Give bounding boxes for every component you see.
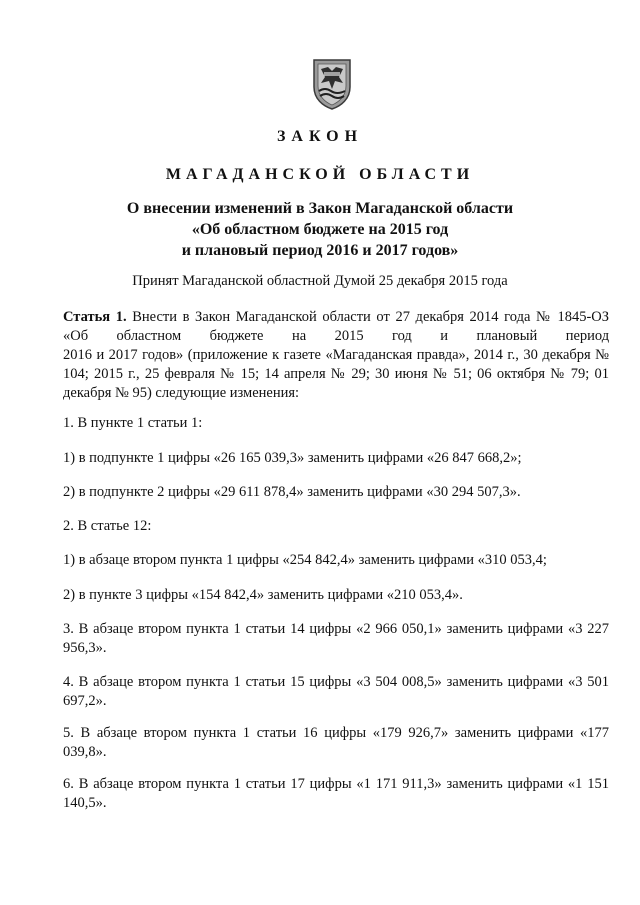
list-item: 2. В статье 12: <box>63 518 152 534</box>
list-item: 1. В пункте 1 статьи 1: <box>63 415 203 431</box>
coat-of-arms-icon <box>311 57 353 111</box>
region-heading: МАГАДАНСКОЙ ОБЛАСТИ <box>165 166 475 183</box>
article-intro-line: «Об областном бюджете на 2015 год и плановый период <box>63 328 610 344</box>
article-intro-rest: 2016 и 2017 годов» (приложение к газете «Магаданская правда», 2014 г., 30 декабря № 104; 2015 г., 25 февраля № 15; 14 апреля № 29; 30 июня № 51; 06 октября № 79; 01 декабря № 95) следующие изменения: <box>63 347 609 401</box>
article-intro-text: Внести в Закон Магаданской области от 27 декабря 2014 года № 1845-ОЗ <box>132 309 610 325</box>
title-line: О внесении изменений в Закон Магаданской области <box>126 200 514 217</box>
list-item: 2) в пункте 3 цифры «154 842,4» заменить цифрами «210 053,4». <box>63 587 463 603</box>
adoption-line: Принят Магаданской областной Думой 25 декабря 2015 года <box>132 273 508 289</box>
list-item: 1) в абзаце втором пункта 1 цифры «254 842,4» заменить цифрами «310 053,4; <box>63 552 547 568</box>
list-item: 5. В абзаце втором пункта 1 статьи 16 цифры «179 926,7» заменить цифрами «177 039,8». <box>63 725 609 760</box>
article-intro-line <box>63 308 609 327</box>
list-item: 3. В абзаце втором пункта 1 статьи 14 цифры «2 966 050,1» заменить цифрами «3 227 956,3». <box>63 621 609 656</box>
article-label: Статья 1. <box>63 309 127 325</box>
list-item: 1) в подпункте 1 цифры «26 165 039,3» заменить цифрами «26 847 668,2»; <box>63 450 522 466</box>
list-item: 6. В абзаце втором пункта 1 статьи 17 цифры «1 171 911,3» заменить цифрами «1 151 140,5». <box>63 776 609 811</box>
list-item: 2) в подпункте 2 цифры «29 611 878,4» заменить цифрами «30 294 507,3». <box>63 484 521 500</box>
law-heading: ЗАКОН <box>276 128 364 145</box>
article-1-paragraph <box>63 308 609 403</box>
list-item: 4. В абзаце втором пункта 1 статьи 15 цифры «3 504 008,5» заменить цифрами «3 501 697,2». <box>63 674 609 709</box>
title-line: «Об областном бюджете на 2015 год <box>191 221 449 238</box>
title-line: и плановый период 2016 и 2017 годов» <box>181 242 459 259</box>
document-title <box>60 198 580 261</box>
